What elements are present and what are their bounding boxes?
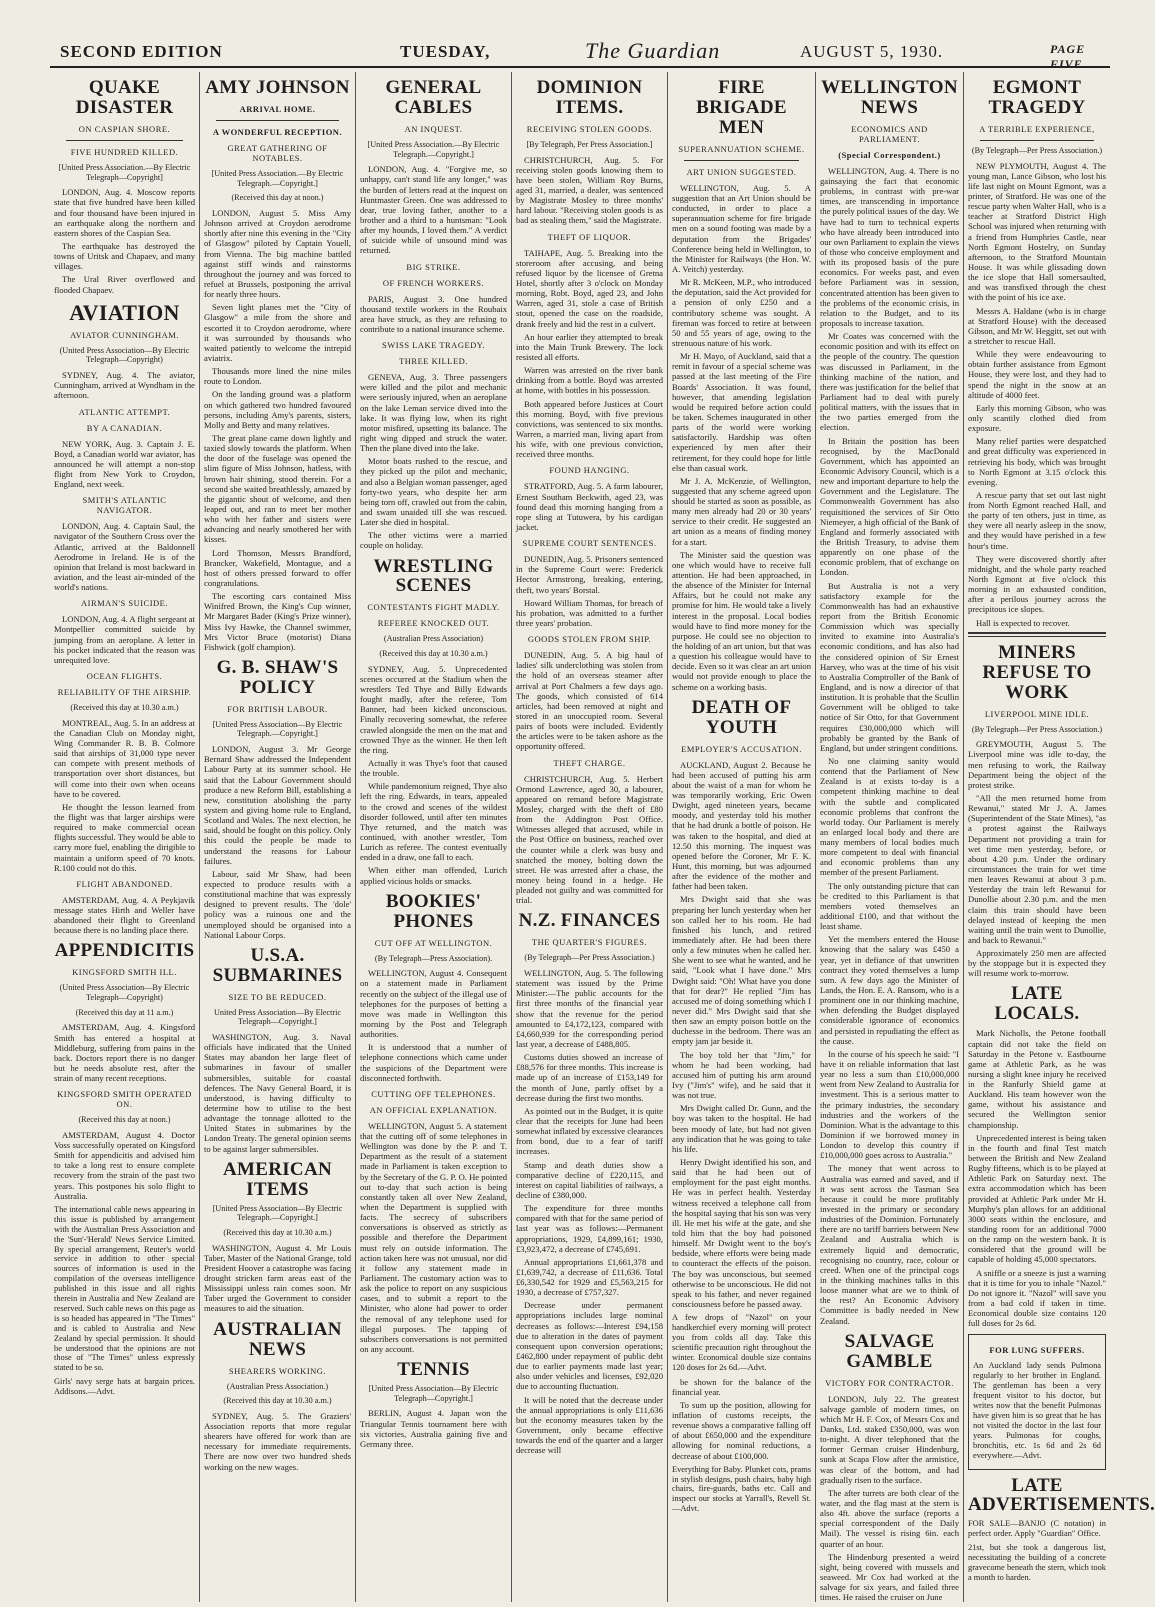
subheading: (Special Correspondent.) [838, 149, 941, 160]
article-paragraph: WELLINGTON, Aug. 5. The following statement was issued by the Prime Minister:—The public accounts for the first three months of the financial year show that the revenue for the period amounted to £4,172,123, compared with £4,660,939 for the corresponding period last year, a decrease of £488,805. [516, 967, 663, 1049]
article-paragraph: Early this morning Gibson, who was only scantily clothed died from exposure. [968, 402, 1106, 434]
article-paragraph: AMSTERDAM, August 4. Doctor Voss successfully operated on Kingsford Smith for appendicitis and advised him to take a long rest to ensure complete recovery from the strain of the past two years. This postpones his solo flight to Australia. [54, 1129, 195, 1201]
article-paragraph: Customs duties showed an increase of £88,576 for three months. This increase is made up of an increase of £153,149 for the month of June, partly offset by a decrease during the first two months. [516, 1052, 663, 1103]
article-paragraph: CHRISTCHURCH, Aug. 5. Herbert Ormond Lawrence, aged 30, a labourer, appeared on remand before Magistrate Mosley, charged with the theft of £80 from the Addington Post Office. Witnesses alleged that accused, while in the Post Office on business, reached over the counter while a clerk was busy and snatched the money, bolting down the street. He was arrested after a chase, the money being found in a hedge. He pleaded not guilty and was committed for trial. [516, 773, 663, 906]
article-paragraph: Mrs Dwight called Dr. Gunn, and the boy was taken to the hospital. He had been moody of late, but had not given any indication that he was going to take his life. [672, 1103, 811, 1154]
article-paragraph: SYDNEY, Aug. 5. The Graziers' Association reports that more regular shearers have offered for work than are necessary for immediate requirements. There are now over two hundred sheds working on the new wages. [204, 1410, 351, 1472]
article-paragraph: Motor boats rushed to the rescue, and they picked up the pilot and mechanic, and also a Belgian woman passenger, aged forty-two years, who despite her arm being torn off, crawled out from the cabin, and swam unaided till she was rescued. Later she died in hospital. [360, 456, 507, 528]
subheading: OF FRENCH WORKERS. [382, 277, 485, 288]
article-paragraph: No one claiming sanity would contend that the Parliament of New Zealand is at exists to-day is a competent thinking machine to deal with the subtle and complicated economic problems that confront the world today. Our Parliament is merely an enlarged local body and there are many members of local bodies much more competent to deal with financial and economic problems than any member of the present Parliament. [820, 755, 959, 878]
headline: TENNIS [397, 1359, 470, 1381]
headline: QUAKE DISASTER [75, 77, 174, 118]
article-paragraph: The boy told her that "Jim," for whom he had been working, had accused him of putting his arm around Ivy ("Jim's" wife), and he said that it was not true. [672, 1049, 811, 1101]
article-paragraph: Mark Nicholls, the Petone football captain did not take the field on Saturday in the Petone v. Eastbourne game at Athletic Park, as he was nursing a slight knee injury he received in the Ranfurly Shield game at Auckland. His team however won the game, without his assistance and secured the Wellington senior championship. [968, 1028, 1106, 1130]
subheading: EMPLOYER'S ACCUSATION. [681, 743, 802, 754]
article-paragraph: NEW YORK, Aug. 3. Captain J. E. Boyd, a Canadian world war aviator, has announced he will attempt a non-stop flight from New York to Croydon, England, next week. [54, 438, 195, 490]
article-paragraph: Yet the members entered the House knowing that the salary was £450 a year, yet in defiance of that unwritten contract they voted themselves a lump sum. A few days ago the Minister of Lands, the Hon. E. A. Ransom, who is a prominent one in our thinking machine, when defending the Budget displayed considerable ignorance of economics and persisted in repudiating the effect as the cause. [820, 934, 959, 1046]
advertisement: The international cable news appearing in this issue is published by arrangement with the Australian Press Association and the 'Sun'-'Herald' News Service Limited. By special arrangement, Reuter's world service in addition to other special sources of information is used in the compilation of the overseas intelligence published in this issue and all rights therein in Australia and New Zealand are reserved. Such cable news on this page as is so headed has appeared in "The Times" and is cabled to Australia and New Zealand by special permission. It should be understood that the opinions are not those of "The Times" unless expressly stated to be so. [54, 1204, 195, 1373]
subheading: SWISS LAKE TRAGEDY. [382, 340, 485, 351]
subheading: CUT OFF AT WELLINGTON. [374, 937, 493, 948]
credit-line: (Received this day at 10.30 a.m.) [70, 703, 179, 713]
article-paragraph: Messrs A. Haldane (who is in charge at Stratford House) with the deceased Gibson, and Mr W. Heggitt, set out with a stretcher to rescue Hall. [968, 305, 1106, 346]
article-paragraph: Hall is expected to recover. [976, 617, 1070, 628]
article-paragraph: Unprecedented interest is being taken in the fourth and final Test match between the British and New Zealand Rugby fifteens, which is to be played at Athletic Park on Saturday next. The extra accommodation which has been provided at Athletic Park under Mr H. Murphy's plan allows for an additional 3000 seats within the enclosure, and standing room for an additional 7000 on the ramp on the western bank. It is considered that the ground will be capable of holding 45,000 spectators. [968, 1132, 1106, 1265]
article-paragraph: The only outstanding picture that can be credited to this Parliament is that members voted themselves an additional £100, and that without the least shame. [820, 880, 959, 932]
column-1 [50, 72, 200, 1602]
article-paragraph: The money that went across to Australia was earned and saved, and if it was sent across the Tasman Sea because it could be more profitably invested in the primary or secondary industries of the Dominion. Fortunately there are no tariff barriers between New Zealand and Australia which is extremely liquid and democratic, recognising no country, race, colour or creed. When one of the principal cogs in the thinking machines talks in this loose manner what are we to think of the rest? An Economic Advisory Committee is badly needed in New Zealand. [820, 1163, 959, 1326]
credit-line: (By Telegraph—Per Press Association.) [524, 953, 655, 963]
masthead [50, 38, 1110, 71]
article-paragraph: LONDON, August 5. Miss Amy Johnson arrived at Croydon aerodrome shortly after nine this evening in the "City of Glasgow" piloted by Captain Youell, from Vienna. The big machine battled against stiff winds and rainstorms throughout the journey and was forced to refuel at Brussels, postponing the arrival for nearly three hours. [204, 208, 351, 300]
article-paragraph: Mrs Dwight said that she was preparing her lunch yesterday when her son called her to his room. He had finished his lunch, and retired immediately after. He had been there only a few minutes when he called her. She went to see what he wanted, and he said, "Look what I have done." Mrs Dwight said: "Oh! What have you done that for dear?" He replied "Jim has accused me of doing something which I never did." Mrs Dwight said that she then saw an empty poison bottle on the duchesse in the bedroom. There was an empty jam jar beside it. [672, 894, 811, 1047]
subheading: AIRMAN'S SUICIDE. [80, 598, 168, 609]
article-paragraph: DUNEDIN, Aug. 5. Prisoners sentenced in the Supreme Court were: Frederick Hector Armstrong, breaking, entering, theft, two years' Borstal. [516, 554, 663, 595]
article-paragraph: Warren was arrested on the river bank drinking from a bottle. Boyd was arrested at home, with bottles in his possession. [516, 365, 663, 396]
article-paragraph: Mr H. Mayo, of Auckland, said that a remit in favour of a special scheme was passed at the last meeting of the Fire Boards' Association. It was found, however, that amending legislation would be required before action could be taken. Schemes inaugurated in other parts of the world were working satisfactorily. Hardship was often experienced by men after their retirement, for they could hope for little else than casual work. [672, 351, 811, 473]
article-paragraph: LONDON, July 22. The greatest salvage gamble of modern times, on which Mr H. F. Cox, of Messrs Cox and Danks, Ltd. staked £350,000, was won to-night. A diver telephoned that the former German cruiser Hindenburg, sunk at Scapa Flow after the armistice, was clear of the bottom, and had gradually risen to the surface. [820, 1393, 959, 1485]
article-paragraph: The expenditure for three months compared with that for the same period of last year was as follows:—Permanent appropriations, 1929, £4,899,161; 1930, £3,923,472, a decrease of £745,691. [516, 1203, 663, 1254]
subheading: ECONOMICS AND PARLIAMENT. [851, 123, 928, 144]
subheading: KINGSFORD SMITH OPERATED ON. [57, 1089, 192, 1110]
advertisement: Girls' navy serge hats at bargain prices. Addisons.—Advt. [54, 1377, 195, 1397]
credit-line: (Australian Press Association.) [226, 1381, 329, 1391]
article-paragraph: PARIS, August 3. One hundred thousand textile workers in the Roubaix area have struck, as they are refusing to contribute to a national insurance scheme. [360, 293, 507, 334]
article-paragraph: SYDNEY, Aug. 5. Unprecedented scenes occurred at the Stadium when the wrestlers Ted Thye and Billy Edwards fought madly, after the referee, Tom Banner, had been kicked unconscious. Finally recovering somewhat, the referee crawled alongside the men on the mat and crowned Thye as the winner. He then left the ring. [360, 663, 507, 755]
article-paragraph: WELLINGTON, Aug. 5. A suggestion that an Art Union should be conducted, in order to place a superannuation scheme for fire brigade men on a sound footing was made by a deputation from the Brigades' Conference being held in Wellington, to the Minister for Railways (the Hon. W. A. Veitch) yesterday. [672, 182, 811, 274]
subheading: KINGSFORD SMITH ILL. [72, 967, 177, 978]
article-paragraph: AMSTERDAM, Aug. 4. A Peykjavik message states Hirth and Weller have abandoned their flight to Greenland because there is no landing place there. [54, 894, 195, 936]
column-7 [964, 72, 1155, 1602]
article-paragraph: On the landing ground was a platform on which gathered two hundred favoured persons, including Amy's parents, sisters, Molly and Betty and many relatives. [204, 389, 351, 430]
article-paragraph: The escorting cars contained Miss Winifred Brown, the King's Cup winner, Mr Margaret Bader (King's Prize winner), Miss Ivy Hawke, the Channel swimmer, Mrs Victor Bruce (motorist) Diana Fishwick (golf champion). [204, 591, 351, 652]
article-paragraph: To sum up the position, allowing for inflation of customs receipts, the revenue shows a comparative falling off of about £650,000 and the expenditure allowing for nominal reductions, a decrease of about £100,000. [672, 1399, 811, 1461]
subheading: ART UNION SUGGESTED. [686, 166, 797, 177]
headline: LATE LOCALS. [994, 983, 1080, 1025]
headline: AMY JOHNSON [205, 77, 350, 98]
article-paragraph: be shown for the balance of the financial year. [672, 1376, 811, 1397]
subheading: SMITH'S ATLANTIC NAVIGATOR. [82, 495, 167, 516]
headline: SALVAGE GAMBLE [844, 1330, 935, 1372]
headline: LATE ADVERTISEMENTS. [968, 1474, 1155, 1516]
day-label: TUESDAY, [400, 42, 491, 61]
headline: U.S.A. SUBMARINES [212, 944, 343, 986]
advertisement: Everything for Baby. Plunket cots, prams in stylish designs, push chairs, baby high chairs, fire-guards, baths etc. Call and inspect our stocks at Yarrall's, Revell St.—Advt. [672, 1464, 811, 1514]
article-paragraph: LONDON, August 3. Mr George Bernard Shaw addressed the Independent Labour Party at its summer school. He said that the Labour Government should produce a new Reform Bill, establishing a new, constitution abolishing the party system and giving home rule to England, Scotland and Wales. The next election, he said, should be fought on this policy. Only this could the people be made to understand the reasons for Labour failures. [204, 744, 351, 866]
article-paragraph: Howard William Thomas, for breach of his probation, was admitted to a further three years' probation. [516, 597, 663, 628]
article-paragraph: The after turrets are both clear of the water, and the flag mast at the stern is also 4ft. above the surface (reports a special correspondent of the Daily Mail). The vessel is rising 6in. each quarter of an hour. [820, 1487, 959, 1549]
subheading: THE QUARTER'S FIGURES. [531, 937, 648, 948]
article-paragraph: Seven light planes met the "City of Glasgow" a mile from the shore and escorted it to Croydon aerodrome, where it was surrounded by thousands who waited patiently to welcome the intrepid aviatrix. [204, 302, 351, 363]
article-paragraph: A rescue party that set out last night from North Egmont reached Hall, and the party of ten others, just in time, as they were all nearly asleep in the snow, and they would have perished in a few hour's time. [968, 489, 1106, 551]
article-paragraph: Many relief parties were despatched and great difficulty was experienced in retrieving his body, which was brought to North Egmont at 3.15 o'clock this evening. [968, 436, 1106, 487]
article-paragraph: The other victims were a married couple on holiday. [360, 530, 507, 551]
article-paragraph: Mr Coates was concerned with the economic position and with its effect on the people of the country. The question was discussed in Parliament, in the thinking machine of the nation, and there was justification for the belief that Parliament had to deal with purely political matters, with the issues that in the two parties emerged from the election. [820, 331, 959, 433]
credit-line: (United Press Association—By Electric Telegraph—Copyright) [59, 345, 190, 365]
credit-line: (By Telegraph—Per Press Association.) [971, 724, 1103, 734]
credit-line: (Received this day at noon.) [78, 1115, 171, 1125]
article-paragraph: A sniffle or a sneeze is just a warning that it is time for you to inhale "Nazol." Do not ignore it. "Nazol" will save you from a bad cold if taken in time. Economical double size contains 120 full doses for 2s 6d. [968, 1267, 1106, 1329]
subheading: OCEAN FLIGHTS. [86, 671, 163, 681]
paper-name: The Guardian [585, 38, 721, 63]
article-paragraph: LONDON, Aug. 4. "Forgive me, so unhappy, can't stand life any longer," was the burden of letters read at the inquest on Huntmaster Green. One was addressed to dear, true loving father, another to a brother and a third to a huntsman: "Look after my hounds, I loved them." A verdict of suicide while of unsound mind was returned. [360, 164, 507, 256]
article-paragraph: In Britain the position has been recognised, by the MacDonald Government, which has appointed an Economic Advisory Council, which is a new and important departure to help the Government and the Legislature. The Commonwealth Government has also requisitioned the services of Sir Otto Niemeyer, a high official of the Bank of England and formerly associated with the British Treasury, to advise them apparently on one phase of the economic problem, that of exchange on London. [820, 435, 959, 578]
subheading: CUTTING OFF TELEPHONES. [371, 1088, 496, 1099]
headline: G. B. SHAW'S POLICY [216, 656, 339, 698]
article-paragraph: TAIHAPE, Aug. 5. Breaking into the storeroom after accusing, and being refused liquor by the licensee of Gretna Hotel, shortly after 3 o'clock on Monday morning, Robt. Boyd, aged 23, and John Warren, aged 31, stole a case of British stout, opened the case on the roadside, drank freely and hid the rest in a culvert. [516, 247, 663, 329]
article-paragraph: Mr R. McKeen, M.P., who introduced the deputation, said the Act provided for a pension of only £250 and a contributory scheme was sought. A fireman was forced to retire at between 50 and 55 years of age, owing to the strenuous nature of his work. [672, 277, 811, 348]
subheading: GOODS STOLEN FROM SHIP. [527, 634, 652, 645]
article-paragraph: AMSTERDAM, Aug. 4. Kingsford Smith has entered a hospital at Middleburg, suffering from pains in the back. Doctors report there is no danger but he needs absolute rest, after the strain of many recent receptions. [54, 1022, 195, 1084]
subheading: ATLANTIC ATTEMPT. [78, 406, 171, 417]
divider [66, 140, 183, 141]
advertisement: 21st, but she took a dangerous list, necessitating the building of a concrete gravecome beneath the stern, which took a month to harden. [968, 1543, 1106, 1582]
headline: EGMONT TRAGEDY [988, 77, 1086, 118]
headline: N.Z. FINANCES [518, 910, 661, 932]
edition-label: SECOND EDITION [60, 42, 223, 61]
column-5 [668, 72, 816, 1602]
headline: DOMINION ITEMS. [536, 77, 643, 118]
subheading: REFEREE KNOCKED OUT. [377, 618, 490, 629]
article-paragraph: As pointed out in the Budget, it is quite clear that the receipts for June had been somewhat inflated by excessive clearances from bond, due to a fear of tariff increases. [516, 1105, 663, 1157]
credit-line: [United Press Association.—By Electric Telegraph—Copyright] [58, 162, 191, 182]
article-paragraph: The Ural River overflowed and flooded Chapaev. [54, 274, 195, 295]
subheading: SUPREME COURT SENTENCES. [522, 538, 657, 549]
article-paragraph: Approximately 250 men are affected by the stoppage but it is expected they will resume work to-morrow. [968, 948, 1106, 979]
divider [216, 120, 339, 121]
article-paragraph: Henry Dwight identified his son, and said that he had been out of employment for the past eight months. He was in perfect health. Yesterday witness received a telephone call from the hospital saying that his son was very ill. He met his wife at the gate, and she told him that the boy had poisoned himself. Mr Dwight went to the boy's bedside, where efforts were being made to counteract the effects of the poison. The boy was unconscious, but seemed otherwise to be unconscious. He did not speak to his father, and never regained consciousness before he passed away. [672, 1156, 811, 1309]
subheading: AN INQUEST. [404, 123, 463, 134]
subheading: ARRIVAL HOME. [239, 103, 316, 114]
credit-line: (By Telegraph—Press Association). [374, 953, 493, 963]
article-paragraph: BERLIN, August 4. Japan won the Triangular Tennis tournament here with six victories, Australia gaining five and Germany three. [360, 1408, 507, 1449]
article-paragraph: Lord Thomson, Messrs Brandford, Brancker, Wakefield, Montague, and a host of others pressed forward to offer congratulations. [204, 547, 351, 588]
column-3 [356, 72, 512, 1602]
divider [968, 632, 1106, 637]
subheading: THREE KILLED. [399, 356, 468, 367]
subheading: RELIABILITY OF THE AIRSHIP. [57, 687, 192, 698]
subheading: THEFT OF LIQUOR. [547, 231, 632, 242]
credit-line: [United Press Association—By Electric Telegraph.—Copyright.] [212, 1203, 343, 1223]
issue-date: AUGUST 5, 1930. [800, 42, 944, 61]
article-paragraph: Decrease under permanent appropriations includes large nominal decreases as follows:—Interest £94,158 due to alteration in the dates of payment consequent upon conversion operations; £462,800 under repayment of public debt due to earlier payments made last year; also under vehicles and licenses, £92,020 due to accounting fluctuation. [516, 1300, 663, 1392]
credit-line: United Press Association—By Electric Telegraph—Copyright.] [213, 1007, 342, 1027]
article-paragraph: LONDON, Aug. 4. Captain Saul, the navigator of the Southern Cross over the Atlantic, arrived at the Baldonnell Aerodrome in Ireland. He is of the opinion that Ireland is most backward in aviation, and the least air-minded of the world's nations. [54, 521, 195, 593]
article-paragraph: But Australia is not a very satisfactory example for the Commonwealth has had an exhaustive report from the British Economic Commission which was specially invited to examine into Australia's economic conditions, and has also had the considered opinion of Sir Ernest Harvey, who was at the time of his visit to Australia Comptroller of the Bank of England, and is now a director of that institution. It is probable that the Scullin Government will be obliged to take notice of Sir Otto, for that Government requires £30,000,000 which will probably be granted by the Bank of England, but under stringent conditions. [820, 580, 959, 753]
credit-line: (Received this day at 11 a.m.) [75, 1007, 174, 1017]
article-paragraph: He thought the lesson learned from the flight was that larger airships were required to make commercial ocean flights successful. They would be able to carry more fuel, enabling the dirigible to maintain a uniform speed of 70 knots. R.100 could not do this. [54, 801, 195, 873]
subheading: SHEARERS WORKING. [228, 1365, 327, 1376]
advertisement: FOR SALE—BANJO (C notation) in perfect order. Apply "Guardian" Office. [968, 1519, 1106, 1539]
box-body: An Auckland lady sends Pulmona regularly to her brother in England. The gentleman has been a very frequent visitor to his doctor, but writes now that the benefit Pulmonas have given him is so great that he has not visited the doctor in the last four years. Pulmonas for coughs, bronchitis, etc. 1s 6d and 2s 6d everywhere.—Advt. [973, 1361, 1101, 1460]
headline: GENERAL CABLES [385, 77, 482, 118]
subheading: CONTESTANTS FIGHT MADLY. [367, 602, 500, 613]
headline: MINERS REFUSE TO WORK [982, 641, 1092, 703]
article-paragraph: STRATFORD, Aug. 5. A farm labourer, Ernest Southam Beckwith, aged 23, was found dead this morning hanging from a rope sling at Tutuwera, by his cardigan jacket. [516, 481, 663, 532]
divider [980, 140, 1094, 141]
subheading: SUPERANNUATION SCHEME. [678, 143, 805, 154]
article-paragraph: An hour earlier they attempted to break into the Main Trunk Brewery. The lock resisted all efforts. [516, 331, 663, 362]
subheading: VICTORY FOR CONTRACTOR. [825, 1377, 954, 1388]
subheading: FIVE HUNDRED KILLED. [70, 146, 179, 157]
article-paragraph: When either man offended, Lurich applied vicious holds or smacks. [360, 865, 507, 886]
boxed-advertisement [968, 1334, 1106, 1469]
column-6 [816, 72, 964, 1602]
advertisement: A few drops of "Nazol" on your handkerchief every morning will protect you from colds all day. Take this scientific precaution right throughout the winter. Economical double size contains 120 doses for 2s 6d.—Advt. [672, 1313, 811, 1372]
article-paragraph: The Minister said the question was one which would have to receive full attention. He had been approached, in the absence of the Minister for Internal Affairs, but he could not make any promise for him. He would take a lively interest in the proposal. Local bodies would have to find more money for the purpose. He could see no objection to the holding of an art union, but that was a question his colleague would have to decide. Even so it was clear an art union would not provide enough to place the scheme on a working basis. [672, 549, 811, 692]
article-paragraph: The earthquake has destroyed the towns of Uritsk and Chapaev, and many villages. [54, 240, 195, 272]
article-paragraph: NEW PLYMOUTH, August 4. The young man, Lance Gibson, who lost his life last night on Mount Egmont, was a printer, of Stratford. He was one of the rescue party when Walter Hall, who is a teacher at Stratford District High School was injured when returning with a friend from Humphries Castle, near North Egmont Hostelry, on Sunday afternoon, to the Stratford Mountain House. It was while glissading down the ice slope that Hall somersaulted, and was transfixed through the chest with the point of his ice axe. [968, 160, 1106, 303]
subheading: BY A CANADIAN. [86, 422, 163, 433]
credit-line: [United Press Association.—By Electric Telegraph.—Copyright.] [211, 169, 344, 188]
article-paragraph: WELLINGTON, August 5. A statement that the cutting off of some telephones in Wellington was done by the P. and T. Department as the result of a statement made in Parliament is taken exception to by the Secretary of the G. P. O. He pointed out to-day that such action is being constantly taken all over New Zealand, when the Department is supplied with facts. The secrecy of subscribers conversations is observed as strictly as possible and therefore the Department must rely on outside information. The action taken here was not unusual, nor did it follow any statement made in Parliament. The customary action was to ask the police to report on any suspicious cases, and to submit a report to the Minister, who alone had power to order the removal of any telephone used for illegal purposes. The tapping of subscribers conversations is not permitted on any account. [360, 1120, 508, 1354]
headline: AUSTRALIAN NEWS [213, 1318, 342, 1360]
article-paragraph: "All the men returned home from Rewanui," stated Mr J. A. James (Superintendent of the State Mines), "as a protest against the Railways Department not providing a train for wet time men yesterday, before, or about 4.20 p.m. Under the ordinary circumstances the train for wet time men leaves Rewanui at about 3 p.m. Yesterday the train left Rewanui for Dunollie about 2.30 p.m. and the men claim this train should have been delayed instead of keeping the men waiting until the train went to Dunollie, and back to Rewanui." [968, 792, 1106, 945]
divider [684, 160, 799, 161]
article-paragraph: Stamp and death duties show a comparative decline of £220,115, and interest on capital liabilities of railways, a decline of £380,000. [516, 1159, 663, 1200]
article-paragraph: GENEVA, Aug. 3. Three passengers were killed and the pilot and mechanic were seriously injured, when an aeroplane on the lake Leman service dived into the lake. It was flying low, when its right motor misfired, upsetting its balance. The right wing dipped and struck the water. Then the plane dived into the lake. [360, 372, 507, 454]
article-paragraph: Mr J. A. McKenzie, of Wellington, suggested that any scheme agreed upon should be started as soon as possible, as many men already had 20 or 30 years' service to their credit. He suggested an art union as a means of finding money for a start. [672, 475, 811, 547]
article-paragraph: AUCKLAND, August 2. Because he had been accused of putting his arm about the waist of a man for whom he was temporarily working, Eric Owen Dwight, aged nineteen years, became moody, and yesterday told his mother that he had drunk a bottle of poison. He was taken to the hospital, and died at 12.50 this morning. The inquest was opened before the Coroner, Mr F. K. Hunt, this morning, but was adjourned after the evidence of the mother and father had been taken. [672, 759, 811, 892]
subheading: A WONDERFUL RECEPTION. [212, 126, 343, 137]
headline: WRESTLING SCENES [373, 555, 494, 597]
article-paragraph: It is understood that a number of telephone connections which came under the suspicions of the Department were disconnected forthwith. [360, 1042, 507, 1083]
article-paragraph: It will be noted that the decrease under the annual appropriations is only £11,636 but the economy measures taken by the Government, only became effective towards the end of the quarter and a larger decrease will [516, 1394, 663, 1456]
article-paragraph: WELLINGTON, August 4. Consequent on a statement made in Parliament recently on the subject of the illegal use of telephones for the purposes of betting a move was made in Wellington this morning by the Post and Telegraph authorities. [360, 968, 507, 1040]
subheading: FLIGHT ABANDONED. [76, 878, 173, 889]
article-paragraph: SYDNEY, Aug. 4. The aviator, Cunningham, arrived at Wyndham in the afternoon. [54, 370, 195, 401]
article-paragraph: CHRISTCHURCH, Aug. 5. For receiving stolen goods knowing them to have been stolen, William Roy Burns, aged 31, married, a dealer, was sentenced by Magistrate Mosley to three months' hard labour. "Receiving stolen goods is as bad as stealing them," said the Magistrate. [516, 154, 663, 226]
column-2 [200, 72, 356, 1602]
article-paragraph: WASHINGTON, August 4. Mr Louis Taber, Master of the National Grange, told President Hoover a catastrophe was facing drought stricken farm areas east of the Mississippi unless rain comes soon. Mr Taber urged the Government to consider measures to aid the situation. [204, 1242, 351, 1314]
subheading: AVIATOR CUNNINGHAM. [70, 329, 179, 340]
headline: FIRE BRIGADE MEN [696, 77, 787, 138]
credit-line: (United Press Association—By Electric Telegraph—Copyright) [59, 983, 190, 1003]
credit-line: [United Press Association.—By Electric Telegraph.—Copyright.] [367, 139, 500, 159]
credit-line: [United Press Association—By Electric Telegraph.—Copyright.] [212, 719, 343, 739]
subheading: LIVERPOOL MINE IDLE. [984, 708, 1090, 719]
article-paragraph: Actually it was Thye's foot that caused the trouble. [360, 758, 507, 779]
page-number: PAGE FIVE. [1050, 42, 1087, 71]
credit-line: [United Press Association—By Electric Telegraph—Copyright.] [368, 1384, 499, 1403]
article-paragraph: Both appeared before Justices at Court this morning. Boyd, with five previous convictions, was sentenced to six months. Warren, a married man, living apart from his wife, with one previous conviction, received three months. [516, 398, 663, 460]
headline: APPENDICITIS [54, 940, 195, 962]
article-paragraph: DUNEDIN, Aug. 5. A big haul of ladies' silk underclothing was stolen from the hold of an overseas steamer after arrival at Port Chalmers a few days ago. The goods, which consisted of 614 articles, had been removed at night and stored in an unoccupied room. Several pairs of boots were included. Evidently the articles were to be taken ashore as the opportunity offered. [516, 650, 663, 752]
credit-line: (Received this day at noon.) [231, 193, 324, 203]
subheading: ON CASPIAN SHORE. [78, 123, 171, 134]
credit-line: (By Telegraph—Per Press Association.) [971, 145, 1103, 155]
article-paragraph: Annual appropriations £1,661,378 and £1,639,742, a decrease of £11,636. Total £6,330,542 for 1929 and £5,563,215 for 1930, a decrease of £757,327. [516, 1256, 663, 1298]
subheading: BIG STRIKE. [406, 261, 461, 272]
headline: WELLINGTON NEWS [821, 77, 958, 118]
article-paragraph: MONTREAL, Aug. 5. In an address at the Canadian Club on Monday night, Wing Commander R. B. B. Colmore said that airships of 31,000 type never can compete with present methods of transportation over short distances, but will come into their own when oceans have to be covered. [54, 717, 195, 799]
article-paragraph: GREYMOUTH, August 5. The Liverpool mine was idle to-day, the men refusing to work, the Railway Department being the object of the protest strike. [968, 739, 1106, 790]
article-paragraph: WASHINGTON, Aug. 3. Naval officials have indicated that the United States may abandon her large fleet of submarines in favour of smaller submersibles, suitable for coastal defences. The Navy General Board, it is understood, is having difficulty to determine how to utilise to the best advantage the tonnage allotted to the United States in submarines by the London Treaty. The general opinion seems to be against larger submersibles. [204, 1032, 351, 1154]
article-paragraph: WELLINGTON, Aug. 4. There is no gainsaying the fact that economic problems, in contrast with pre-war times, are transcending in importance the purely political issues of the day. We have had to turn to technical experts who have already been introduced into our own Parliament to explain the views of those who conceive employment and with its proposed basis of the pure economics. For weeks past, and even before Parliament was in session, concentrated attention has been given to the problems of the economic crisis, in relation to the Budget, and to its proposals to increase taxation. [820, 165, 959, 329]
subheading: A TERRIBLE EXPERIENCE, [979, 123, 1095, 134]
article-paragraph: LONDON, Aug. 4. A flight sergeant at Montpellier committed suicide by jumping from an aeroplane. A letter in his pocket indicated that the reason was unrequited love. [54, 614, 195, 665]
article-paragraph: Thousands more lined the nine miles route to London. [204, 366, 351, 387]
column-4 [512, 72, 668, 1602]
headline: BOOKIES' PHONES [385, 890, 482, 932]
headline: AMERICAN ITEMS [222, 1158, 332, 1200]
box-title: FOR LUNG SUFFERS. [989, 1345, 1085, 1356]
article-paragraph: Labour, said Mr Shaw, had been expected to produce results with a constitutional machine that was expressly designed to prevent results. The 'dole' policy was a ruinous one and the unemployed should be organised into a National Labour Corps. [204, 868, 351, 940]
article-paragraph: While they were endeavouring to obtain further assistance from Egmont House, they were lost, and they had to spend the night in the snow at an altitude of 4000 feet. [968, 349, 1106, 400]
article-paragraph: They were discovered shortly after midnight, and the whole party reached North Egmont at five o'clock this morning in an exhausted condition, after a perilous journey across the precipitous ice slopes. [968, 553, 1106, 615]
subheading: THEFT CHARGE. [553, 757, 626, 768]
subheading: RECEIVING STOLEN GOODS. [526, 123, 653, 134]
credit-line: (Received this day at 10.30 a.m.) [379, 649, 488, 659]
credit-line: (Received this day at 10.30 a.m.) [223, 1396, 332, 1406]
headline: AVIATION [69, 299, 180, 325]
article-paragraph: In the course of his speech he said: "I have it on reliable information that last year no less a sum than £10,000,000 went from New Zealand to Australia for investment. This is a serious matter to the primary industries, the secondary industries and the workers of the Dominion. What is the advantage to this Dominion if we borrowed money in London to develop this country if £10,000,000 goes across to Australia." [820, 1048, 959, 1161]
article-paragraph: The Hindenburg presented a weird sight, being covered with mussels and seaweed. Mr Cox had worked at the salvage for six years, and failed three times. He raised the cruiser on June [820, 1551, 959, 1603]
subheading: FOUND HANGING. [549, 465, 630, 476]
headline: DEATH OF YOUTH [691, 696, 792, 738]
subheading: SIZE TO BE REDUCED. [228, 991, 327, 1002]
subheading: GREAT GATHERING OF NOTABLES. [227, 142, 328, 163]
subheading: AN OFFICIAL EXPLANATION. [369, 1104, 498, 1115]
article-paragraph: LONDON, Aug. 4. Moscow reports state that five hundred have been killed and four thousand have been injured in an earthquake along the northern and eastern shores of the Caspian Sea. [54, 187, 195, 238]
article-paragraph: The great plane came down lightly and taxied slowly towards the platform. When the door of the fuselage was opened the slim figure of Miss Johnson, hatless, with brown hair shining, stood therein. For a second she waited breathlessly, amazed by the gigantic shout of welcome, and then leaped out, and ran to meet her mother who with her father and sisters were advancing and nearly smothered her with kisses. [204, 432, 351, 545]
credit-line: (Australian Press Association) [383, 634, 484, 644]
article-paragraph: While pandemonium reigned, Thye also left the ring. Edwards, in tears, appealed to the crowd and scenes of the wildest disorder followed, until after ten minutes Thye returned, and the match was continued, with another wrestler, Tom Lurich as referee. The contest eventually ended in a draw, one fall to each. [360, 781, 507, 863]
credit-line: (Received this day at 10.30 a.m.) [223, 1227, 332, 1237]
credit-line: [By Telegraph, Per Press Association.] [526, 139, 653, 149]
subheading: FOR BRITISH LABOUR. [227, 703, 328, 714]
